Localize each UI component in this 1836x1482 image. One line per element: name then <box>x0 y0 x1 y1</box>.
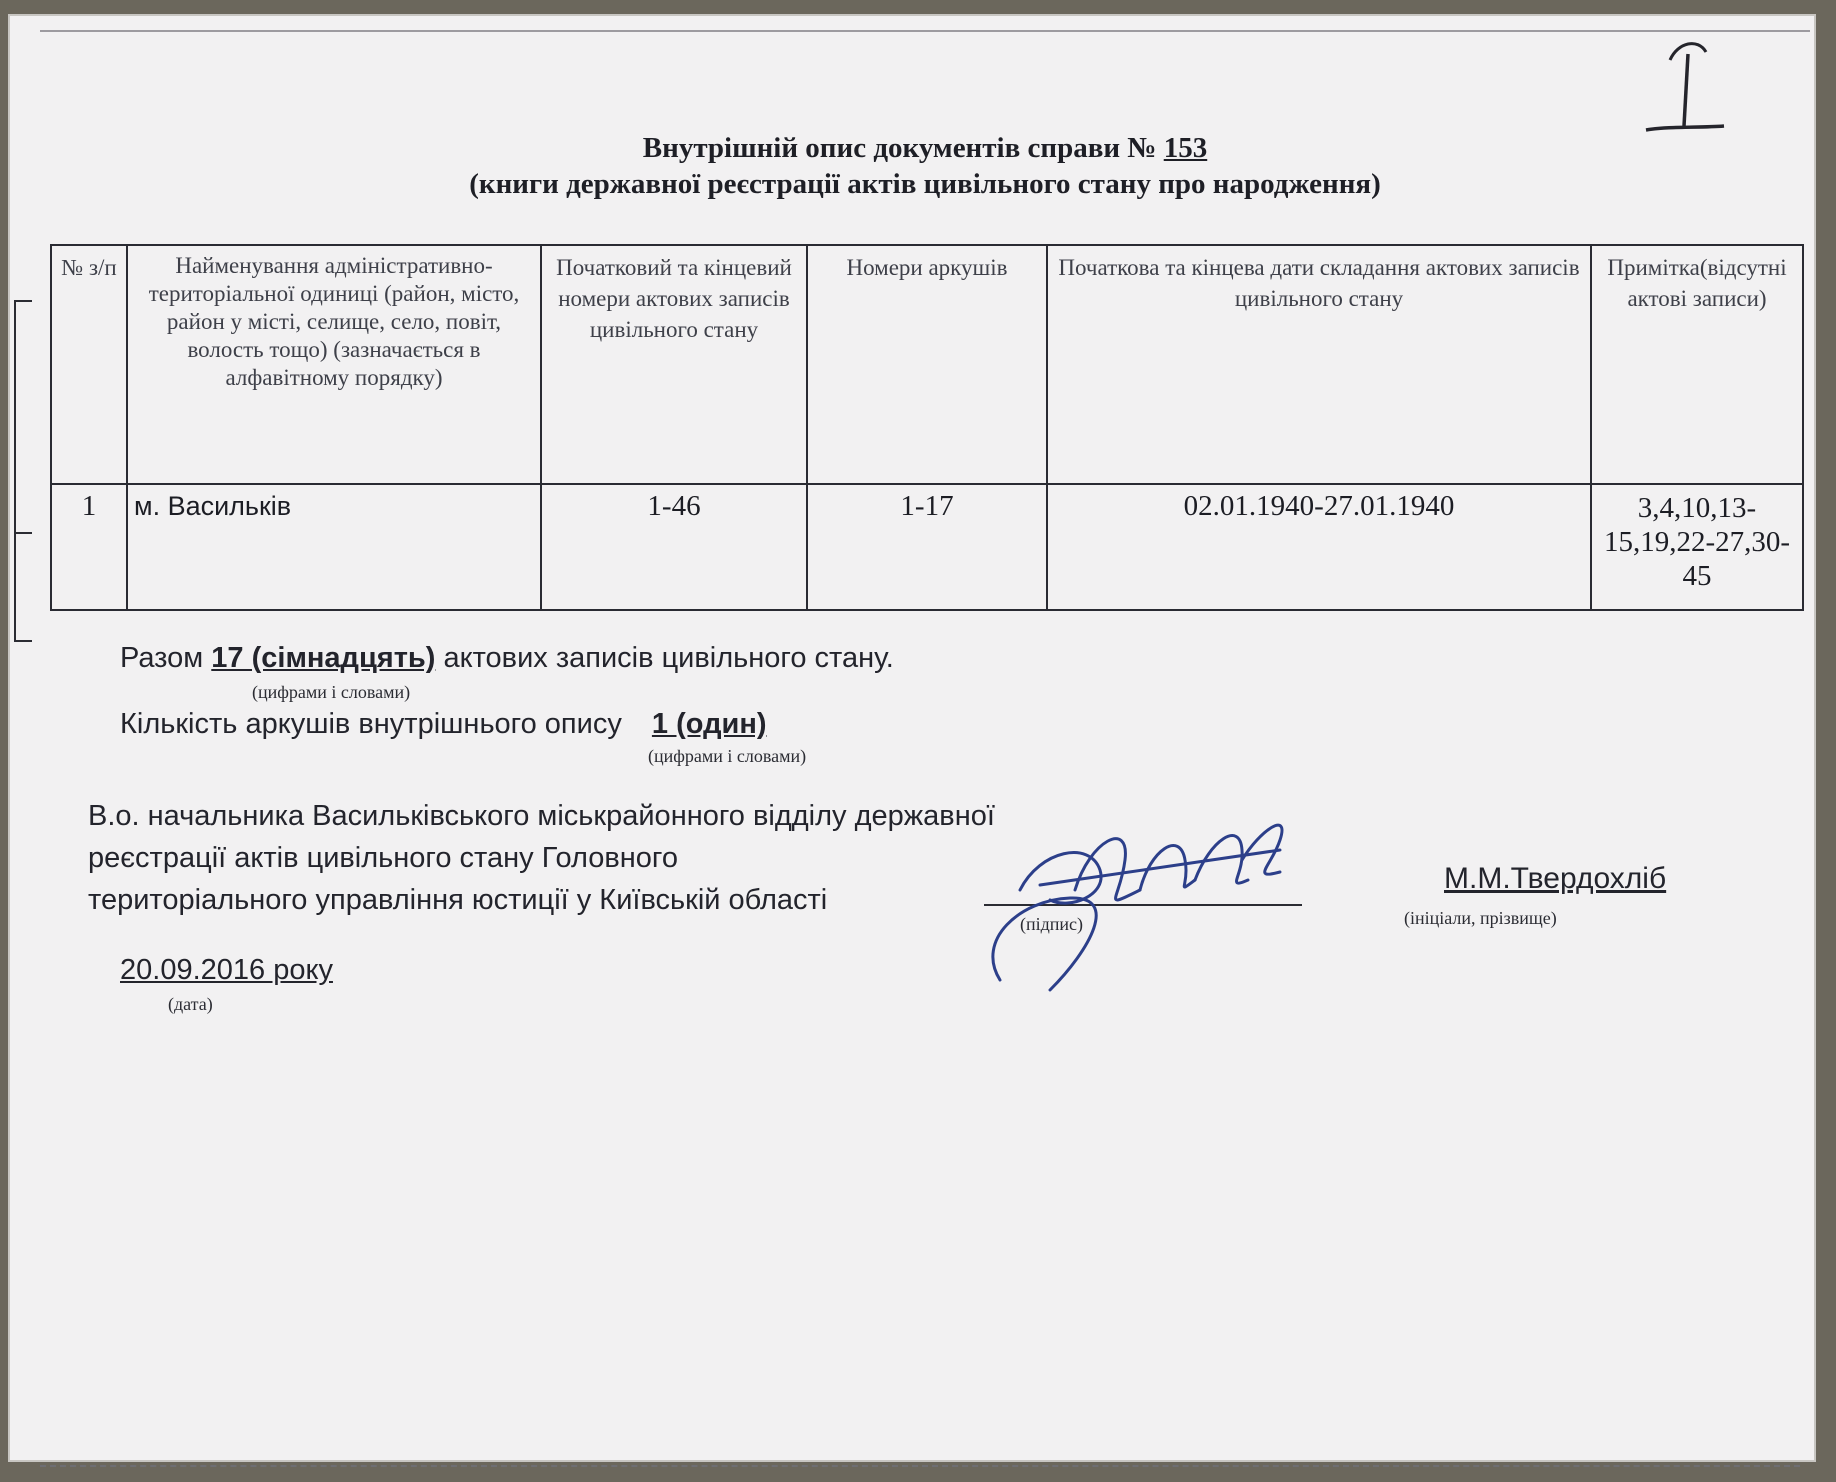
title-prefix: Внутрішній опис документів справи № <box>642 132 1164 164</box>
total-line <box>120 642 894 675</box>
table-header-row <box>51 245 1803 484</box>
position-line-1: В.о. начальника Васильківського міськрайонного відділу державної <box>88 800 995 832</box>
total-caption: (цифрами і словами) <box>252 682 411 702</box>
case-number: 153 <box>1163 132 1208 164</box>
total-value: 17 (сімнадцять) <box>211 642 436 674</box>
date-line <box>120 954 333 987</box>
header-sheets: Номери аркушів <box>807 245 1047 484</box>
document-subtitle: (книги державної реєстрації актів цивільного стану про народження) <box>469 168 1381 200</box>
header-dates: Початкова та кінцева дати складання актових записів цивільного стану <box>1047 245 1591 484</box>
date-caption: (дата) <box>168 994 213 1014</box>
document-title <box>0 132 1836 165</box>
cell-note: 3,4,10,13-15,19,22-27,30-45 <box>1591 484 1803 610</box>
cell-dates: 02.01.1940-27.01.1940 <box>1047 484 1591 610</box>
bottom-divider <box>40 1465 1800 1467</box>
position-line-2: реєстрації актів цивільного стану Головного <box>88 842 678 874</box>
cell-num: 1 <box>51 484 127 610</box>
cell-sheets: 1-17 <box>807 484 1047 610</box>
header-unit: Найменування адміністративно-територіальної одиниці (район, місто, район у місті, селище, село, повіт, волость тощо) (зазначається в алфавітному порядку) <box>127 245 541 484</box>
margin-tick <box>14 640 32 642</box>
cell-record-numbers: 1-46 <box>541 484 807 610</box>
total-prefix: Разом <box>120 642 212 674</box>
position-line-3: територіального управління юстиції у Київській області <box>88 884 828 916</box>
inventory-table <box>50 244 1804 611</box>
total-suffix: актових записів цивільного стану. <box>435 642 894 674</box>
header-record-numbers: Початковий та кінцевий номери актових записів цивільного стану <box>541 245 807 484</box>
handwritten-signature <box>980 780 1300 1000</box>
signature-caption: (підпис) <box>1020 914 1084 934</box>
sheets-caption: (цифрами і словами) <box>648 746 807 766</box>
name-caption: (ініціали, прізвище) <box>1404 908 1557 928</box>
header-num: № з/п <box>51 245 127 484</box>
header-note: Примітка(відсутні актові записи) <box>1591 245 1803 484</box>
margin-bracket-top <box>14 300 16 640</box>
signatory-name-text: М.М.Твердохліб <box>1444 862 1667 895</box>
sheets-line <box>120 708 767 741</box>
top-divider <box>40 30 1810 32</box>
sheets-prefix: Кількість аркушів внутрішнього опису <box>120 708 622 740</box>
page-mark-text: 1 <box>1640 30 1641 31</box>
sheets-value: 1 (один) <box>651 708 767 740</box>
margin-tick <box>14 300 32 302</box>
signatory-name <box>1444 862 1666 896</box>
cell-unit: м. Васильків <box>127 484 541 610</box>
page-number-mark <box>1640 30 1730 140</box>
document-date: 20.09.2016 року <box>120 954 333 986</box>
table-row <box>51 484 1803 610</box>
margin-tick <box>14 532 32 534</box>
